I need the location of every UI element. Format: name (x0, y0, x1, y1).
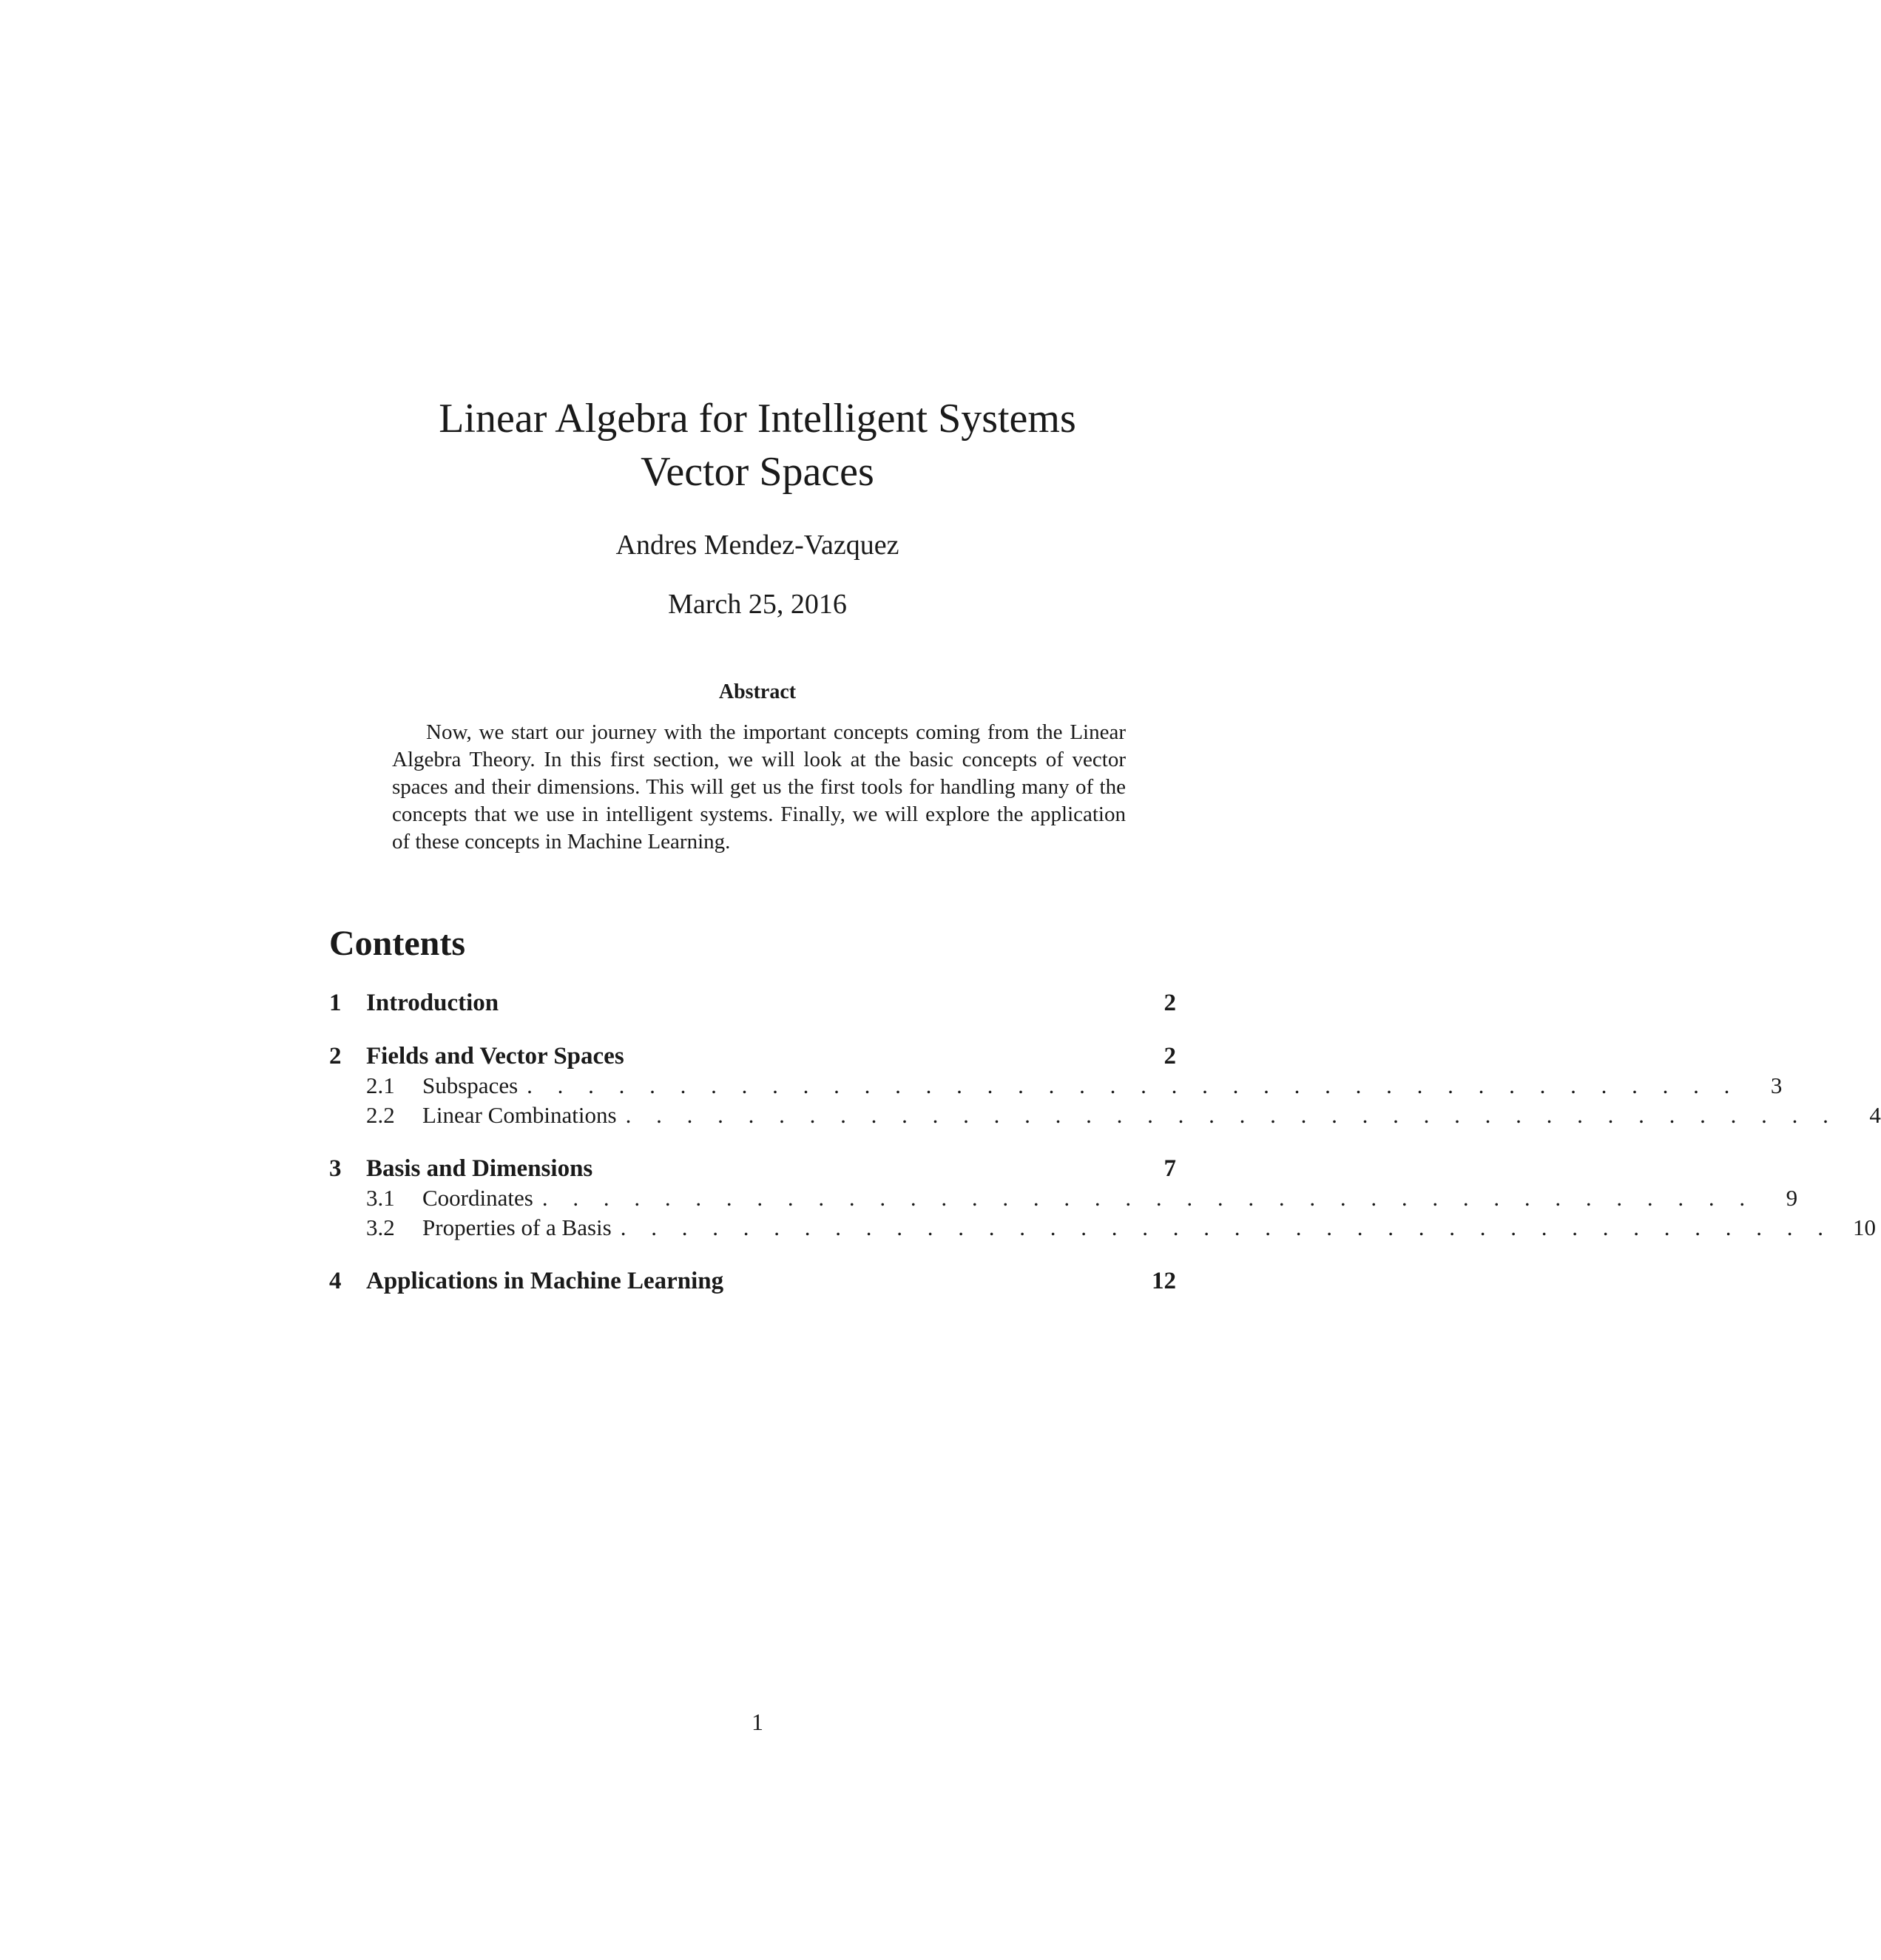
toc-subsection-label: Properties of a Basis (422, 1214, 612, 1240)
toc-leader-dots: . . . . . . . . . . . . . . . . . . . . . . . . . . . . . . . . . . . . . . . . (541, 1185, 1755, 1211)
toc-section-number: 2 (329, 1043, 342, 1069)
toc-section-page: 7 (1164, 1155, 1176, 1182)
toc-leader-dots: . . . . . . . . . . . . . . . . . . . . . . . . . . . . . . . . . . . . . . . . (620, 1214, 1833, 1240)
document-title (0, 392, 1515, 499)
toc-subsection-label: Coordinates (422, 1185, 533, 1211)
toc-subsection-number: 3.2 (366, 1214, 395, 1240)
toc-subsection-number: 3.1 (366, 1185, 395, 1211)
toc-subsection-number: 2.1 (366, 1072, 395, 1098)
toc-leader-dots: . . . . . . . . . . . . . . . . . . . . . . . . . . . . . . . . . . . . . . . . (625, 1102, 1838, 1128)
toc-subsection-3-1[interactable] (329, 1183, 1798, 1213)
toc-section-label: Fields and Vector Spaces (366, 1043, 624, 1069)
toc-section-number: 1 (329, 990, 342, 1016)
toc-section-label: Applications in Machine Learning (366, 1268, 724, 1294)
title-line-2: Vector Spaces (641, 449, 874, 495)
toc-leader-dots: . . . . . . . . . . . . . . . . . . . . . . . . . . . . . . . . . . . . . . . . (527, 1072, 1740, 1098)
toc-subsection-page: 3 (1770, 1072, 1783, 1098)
toc-section-page: 2 (1164, 990, 1176, 1016)
page-number: 1 (752, 1709, 763, 1735)
toc-subsection-page: 10 (1852, 1214, 1876, 1240)
toc-subsection-page: 4 (1869, 1102, 1881, 1128)
toc-subsection-page: 9 (1786, 1185, 1798, 1211)
document-date: March 25, 2016 (668, 589, 847, 620)
table-of-contents (329, 988, 1881, 1296)
toc-subsection-label: Linear Combinations (422, 1102, 617, 1128)
toc-section-2[interactable] (329, 1041, 1176, 1071)
toc-subsection-2-1[interactable] (329, 1071, 1783, 1101)
toc-subsection-3-2[interactable] (329, 1213, 1876, 1243)
abstract-heading: Abstract (718, 680, 797, 703)
title-line-1: Linear Algebra for Intelligent Systems (439, 396, 1076, 442)
author-name: Andres Mendez-Vazquez (615, 530, 899, 561)
toc-section-1[interactable] (329, 988, 1176, 1018)
abstract-text: Now, we start our journey with the important concepts coming from the Linear Algebra Theory. In this first section, we will look at the basic concepts of vector spaces and their dimensions. This will get us the first tools for handling many of the concepts that we use in intelligent systems. Finally, we will explore the application of these concepts in Machine Learning. (392, 720, 1126, 854)
toc-section-label: Basis and Dimensions (366, 1155, 593, 1182)
toc-subsection-number: 2.2 (366, 1102, 395, 1128)
toc-section-3[interactable] (329, 1154, 1176, 1183)
toc-section-4[interactable] (329, 1266, 1176, 1296)
toc-section-label: Introduction (366, 990, 499, 1016)
toc-section-page: 12 (1152, 1268, 1176, 1294)
toc-section-number: 4 (329, 1268, 342, 1294)
toc-section-page: 2 (1164, 1043, 1176, 1069)
toc-subsection-2-2[interactable] (329, 1101, 1881, 1130)
contents-heading: Contents (329, 924, 466, 963)
toc-subsection-label: Subspaces (422, 1072, 519, 1098)
toc-section-number: 3 (329, 1155, 342, 1182)
